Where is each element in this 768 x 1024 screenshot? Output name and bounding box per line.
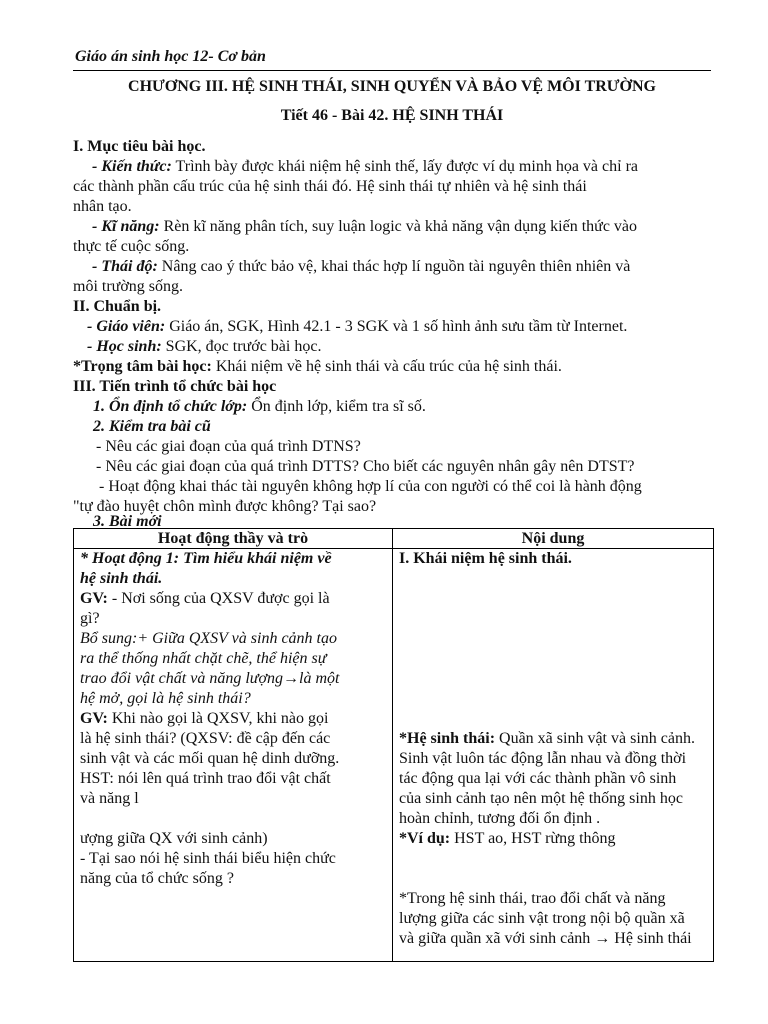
example-label: *Ví dụ: [399, 830, 451, 847]
review-question-3-line-2: "tự đào huyệt chôn mình được không? Tại sao? [73, 498, 377, 515]
definition-label: *Hệ sinh thái: [399, 730, 496, 747]
gv2-line-5: và năng l [80, 790, 139, 807]
gv2-line-2: là hệ sinh thái? (QXSV: đề cập đến các [80, 730, 331, 747]
section-preparation-heading: II. Chuẩn bị. [73, 298, 162, 315]
teacher-text: Giáo án, SGK, Hình 42.1 - 3 SGK và 1 số hình ảnh sưu tầm từ Internet. [165, 318, 628, 335]
example-line [399, 829, 616, 849]
focus-line [73, 357, 562, 377]
knowledge-label: - Kiến thức: [92, 158, 172, 175]
supplement-line-3: trao đổi vật chất và năng lượng→là một [80, 670, 340, 687]
student-label: - Học sinh: [87, 338, 162, 355]
note-line-3: và giữa quần xã với sinh cảnh → Hệ sinh thái [399, 930, 692, 947]
review-question-1: - Nêu các giai đoạn của quá trình DTNS? [96, 438, 361, 455]
knowledge-text-1: Trình bày được khái niệm hệ sinh thế, lấy được ví dụ minh họa và chỉ ra [171, 158, 638, 175]
knowledge-line-2: các thành phần cấu trúc của hệ sinh thái đó. Hệ sinh thái tự nhiên và hệ sinh thái [73, 178, 587, 195]
lesson-title: Tiết 46 - Bài 42. HỆ SINH THÁI [280, 107, 504, 124]
activities-cell [74, 549, 393, 962]
knowledge-line-3: nhân tạo. [73, 198, 132, 215]
review-question-2: - Nêu các giai đoạn của quá trình DTTS? Cho biết các nguyên nhân gây nên DTST? [96, 458, 635, 475]
step1-line [93, 397, 426, 417]
chapter-title: CHƯƠNG III. HỆ SINH THÁI, SINH QUYỂN VÀ BẢO VỆ MÔI TRƯỜNG [128, 78, 656, 95]
focus-label: *Trọng tâm bài học: [73, 358, 212, 375]
step3-label: 3. Bài mới [93, 513, 162, 530]
header-divider [73, 70, 711, 71]
section-process-heading: III. Tiến trình tổ chức bài học [73, 378, 277, 395]
gv2-line-6: ượng giữa QX với sinh cảnh) [80, 830, 268, 847]
review-question-3-line-1: - Hoạt động khai thác tài nguyên không hợp lí của con người có thể coi là hành động [99, 478, 642, 495]
note-line-1: *Trong hệ sinh thái, trao đổi chất và năng [399, 890, 666, 907]
example-text: HST ao, HST rừng thông [450, 830, 616, 847]
supplement-line-1: Bổ sung:+ Giữa QXSV và sinh cảnh tạo [80, 630, 337, 647]
skill-line-2: thực tế cuộc sống. [73, 238, 190, 255]
gv1-line-1 [80, 589, 330, 609]
gv2-line-1 [80, 709, 328, 729]
activity1-line-1: * Hoạt động 1: Tìm hiểu khái niệm về [80, 550, 332, 567]
gv1-line-2: gì? [80, 610, 100, 627]
note-line-2: lượng giữa các sinh vật trong nội bộ quần xã [399, 910, 685, 927]
step2-label: 2. Kiểm tra bài cũ [93, 418, 211, 435]
student-text: SGK, đọc trước bài học. [161, 338, 322, 355]
table-header-row [74, 529, 714, 549]
attitude-line-2: môi trường sống. [73, 278, 184, 295]
question-line-2: năng của tổ chức sống ? [80, 870, 234, 887]
definition-line-2: Sinh vật luôn tác động lẫn nhau và đồng thời [399, 750, 687, 767]
content-cell [393, 549, 714, 962]
supplement-line-4: hệ mở, gọi là hệ sinh thái? [80, 690, 251, 707]
gv1-text-1: - Nơi sống của QXSV được gọi là [107, 590, 330, 607]
gv2-line-3: sinh vật và các mối quan hệ dinh dưỡng. [80, 750, 340, 767]
section-objectives-heading: I. Mục tiêu bài học. [73, 138, 206, 155]
content-heading: I. Khái niệm hệ sinh thái. [399, 550, 572, 567]
attitude-text-1: Nâng cao ý thức bảo vệ, khai thác hợp lí nguồn tài nguyên thiên nhiên và [157, 258, 631, 275]
skill-text-1: Rèn kĩ năng phân tích, suy luận logic và khả năng vận dụng kiến thức vào [159, 218, 638, 235]
step1-text: Ổn định lớp, kiểm tra sĩ số. [247, 398, 426, 415]
student-line [87, 337, 321, 357]
header-activities: Hoạt động thầy và trò [74, 529, 393, 549]
focus-text: Khái niệm về hệ sinh thái và cấu trúc của hệ sinh thái. [211, 358, 562, 375]
step1-label: 1. Ổn định tổ chức lớp: [93, 398, 248, 415]
definition-text-1: Quần xã sinh vật và sinh cảnh. [495, 730, 695, 747]
gv1-label: GV: [80, 590, 108, 607]
definition-line-3: tác động qua lại với các thành phần vô sinh [399, 770, 677, 787]
gv2-label: GV: [80, 710, 108, 727]
question-line-1: - Tại sao nói hệ sinh thái biểu hiện chức [80, 850, 336, 867]
teacher-label: - Giáo viên: [87, 318, 166, 335]
skill-line-1 [92, 217, 637, 237]
document-header: Giáo án sinh học 12- Cơ bản [75, 48, 266, 65]
attitude-label: - Thái độ: [92, 258, 158, 275]
table-row [74, 549, 714, 962]
knowledge-line-1 [92, 157, 638, 177]
gv2-text-1: Khi nào gọi là QXSV, khi nào gọi [107, 710, 329, 727]
definition-line-5: hoàn chỉnh, tương đối ổn định . [399, 810, 601, 827]
header-content: Nội dung [393, 529, 714, 549]
lesson-table [73, 528, 714, 962]
skill-label: - Kĩ năng: [92, 218, 160, 235]
teacher-line [87, 317, 627, 337]
gv2-line-4: HST: nói lên quá trình trao đổi vật chất [80, 770, 331, 787]
activity1-line-2: hệ sinh thái. [80, 570, 163, 587]
definition-line-4: của sinh cảnh tạo nên một hệ thống sinh học [399, 790, 683, 807]
definition-line-1 [399, 729, 695, 749]
attitude-line-1 [92, 257, 630, 277]
supplement-line-2: ra thể thống nhất chặt chẽ, thể hiện sự [80, 650, 327, 667]
